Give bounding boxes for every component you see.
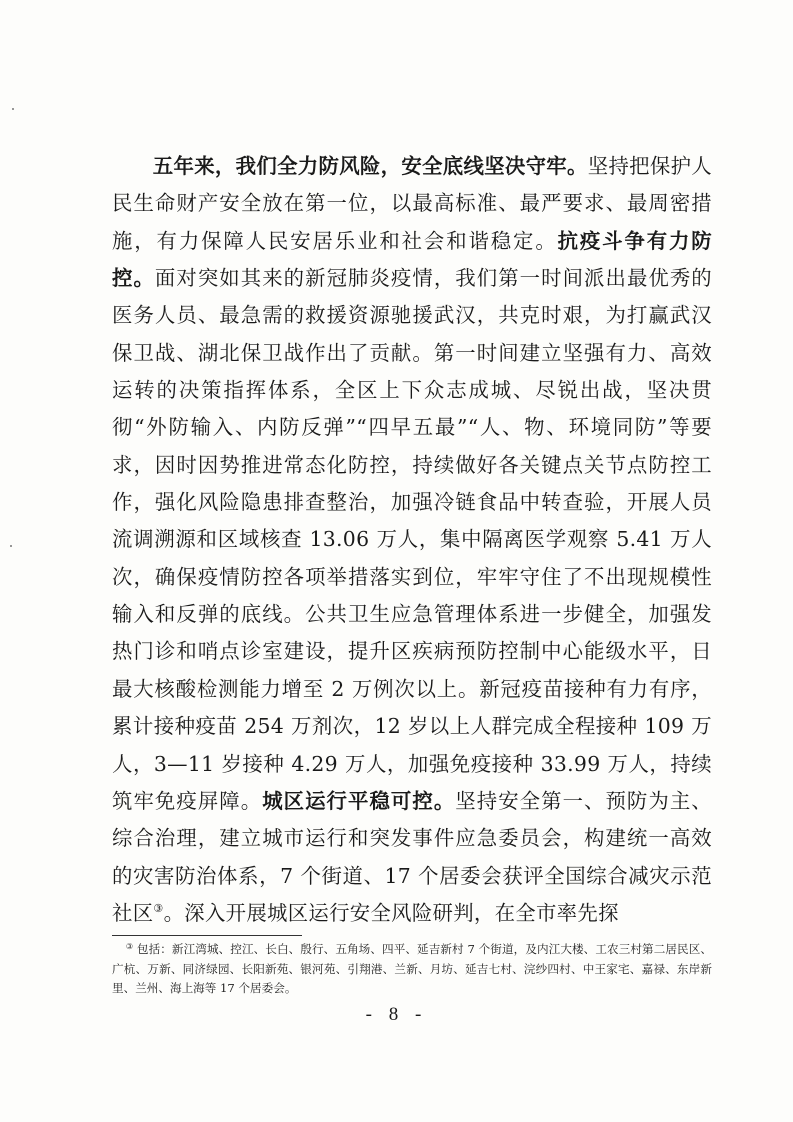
footnote-mark: ③ xyxy=(125,942,134,951)
heading-five-years: 五年来，我们全力防风险，安全底线坚决守牢。 xyxy=(152,154,588,178)
scan-speck xyxy=(10,545,12,547)
footnote-divider xyxy=(112,935,302,936)
paragraph-text-2: 面对突如其来的新冠肺炎疫情，我们第一时间派出最优秀的医务人员、最急需的救援资源驰援武汉，共克时艰，为打赢武汉保卫战、湖北保卫战作出了贡献。第一时间建立坚强有力、高效运转的决策指挥体系，全区上下众志成城、尽锐出战，坚决贯彻“外防输入、内防反弹”“四早五最”“人、物、环境同防”等要求，因时因势推进常态化防控，持续做好各关键点关节点防控工作，强化风险隐患排查整治，加强冷链食品中转查验，开展人员流调溯源和区域核查 13.06 万人，集中隔离医学观察 5.41 万人次，确保疫情防控各项举措落实到位，牢牢守住了不出现规模性输入和反弹的底线。公共卫生应急管理体系进一步健全，加强发热门诊和哨点诊室建设，提升区疾病预防控制中心能级水平，日最大核酸检测能力增至 2 万例次以上。新冠疫苗接种有力有序，累计接种疫苗 254 万剂次，12 岁以上人群完成全程接种 109 万人，3—11 岁接种 4.29 万人，加强免疫接种 33.99 万人，持续筑牢免疫屏障。 xyxy=(112,266,713,813)
paragraph-text-4: 。深入开展城区运行安全风险研判，在全市率先探 xyxy=(163,900,619,925)
page-number: - 8 - xyxy=(365,1004,428,1025)
paragraph-text-3: 坚持安全第一、预防为主、综合治理，建立城市运行和突发事件应急委员会，构建统一高效的灾害防治体系，7 个街道、17 个居委会获评全国综合减灾示范社区 xyxy=(112,788,712,925)
footnote-text: 包括：新江湾城、控江、长白、殷行、五角场、四平、延吉新村 7 个街道，及内江大楼、工农三村第二居民区、广杭、万新、同济绿园、长阳新苑、银河苑、引翔港、兰新、月坊、延吉七村、浣纱四村、中王家宅、嘉禄、东岸新里、兰州、海上海等 17 个居委会。 xyxy=(112,942,712,995)
body-paragraph xyxy=(112,148,712,932)
heading-epidemic-control: 抗疫斗争有力防控。 xyxy=(112,228,712,291)
paragraph-text-1: 坚持把保护人民生命财产安全放在第一位，以最高标准、最严要求、最周密措施，有力保障人民安居乐业和社会和谐稳定。 xyxy=(112,154,712,253)
heading-city-operation: 城区运行平稳可控。 xyxy=(262,788,456,813)
footnote xyxy=(112,940,712,999)
footnote-reference: ③ xyxy=(153,901,164,915)
scan-speck xyxy=(12,108,14,110)
